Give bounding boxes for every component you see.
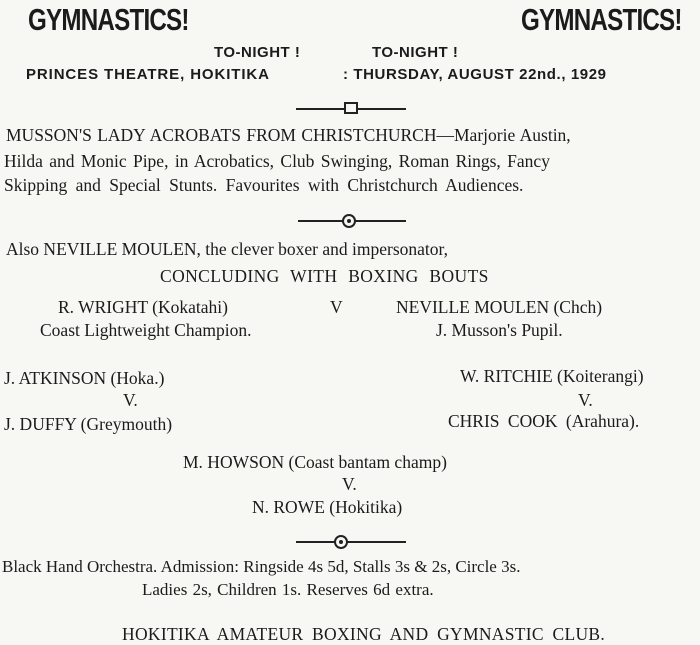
star-ornament-icon (342, 214, 356, 228)
acrobats-line-2: Hilda and Monic Pipe, in Acrobatics, Club Swinging, Roman Rings, Fancy (4, 151, 550, 171)
bout1-left-name: R. WRIGHT (Kokatahi) (58, 297, 228, 317)
box-ornament-icon (344, 102, 358, 114)
tonight-left: TO-NIGHT ! (214, 44, 301, 61)
bout4-bottom-name: N. ROWE (Hokitika) (252, 497, 403, 517)
bout1-right-name: NEVILLE MOULEN (Chch) (396, 297, 603, 317)
admission-line: Black Hand Orchestra. Admission: Ringside 4s 5d, Stalls 3s & 2s, Circle 3s. (2, 557, 521, 576)
headline-right: GYMNASTICS! (521, 2, 682, 37)
club-name: HOKITIKA AMATEUR BOXING AND GYMNASTIC CLUB. (122, 624, 606, 644)
acrobats-line-1: MUSSON'S LADY ACROBATS FROM CHRISTCHURCH—Marjorie Austin, (6, 125, 571, 145)
bout2-top-name: J. ATKINSON (Hoka.) (4, 368, 165, 388)
bout2-vs: V. (123, 390, 138, 410)
prices-line: Ladies 2s, Children 1s. Reserves 6d extra. (142, 580, 434, 599)
acrobats-line-3: Skipping and Special Stunts. Favourites with Christchurch Audiences. (4, 175, 524, 195)
star-ornament-icon (334, 535, 348, 549)
bout2-bottom-name: J. DUFFY (Greymouth) (4, 414, 173, 434)
bout3-vs: V. (578, 390, 593, 410)
moulen-line: Also NEVILLE MOULEN, the clever boxer and impersonator, (6, 239, 449, 259)
concluding-heading: CONCLUDING WITH BOXING BOUTS (160, 266, 489, 286)
bout1-right-note: J. Musson's Pupil. (436, 320, 563, 340)
event-date: : THURSDAY, AUGUST 22nd., 1929 (343, 66, 607, 83)
venue: PRINCES THEATRE, HOKITIKA (26, 66, 270, 83)
bout3-bottom-name: CHRIS COOK (Arahura). (448, 411, 640, 431)
tonight-right: TO-NIGHT ! (372, 44, 459, 61)
bout1-vs: V (330, 297, 343, 317)
bout3-top-name: W. RITCHIE (Koiterangi) (460, 366, 644, 386)
headline-left: GYMNASTICS! (28, 2, 189, 37)
bout4-vs: V. (342, 474, 357, 494)
bout4-top-name: M. HOWSON (Coast bantam champ) (183, 452, 447, 472)
bout1-left-note: Coast Lightweight Champion. (40, 320, 252, 340)
